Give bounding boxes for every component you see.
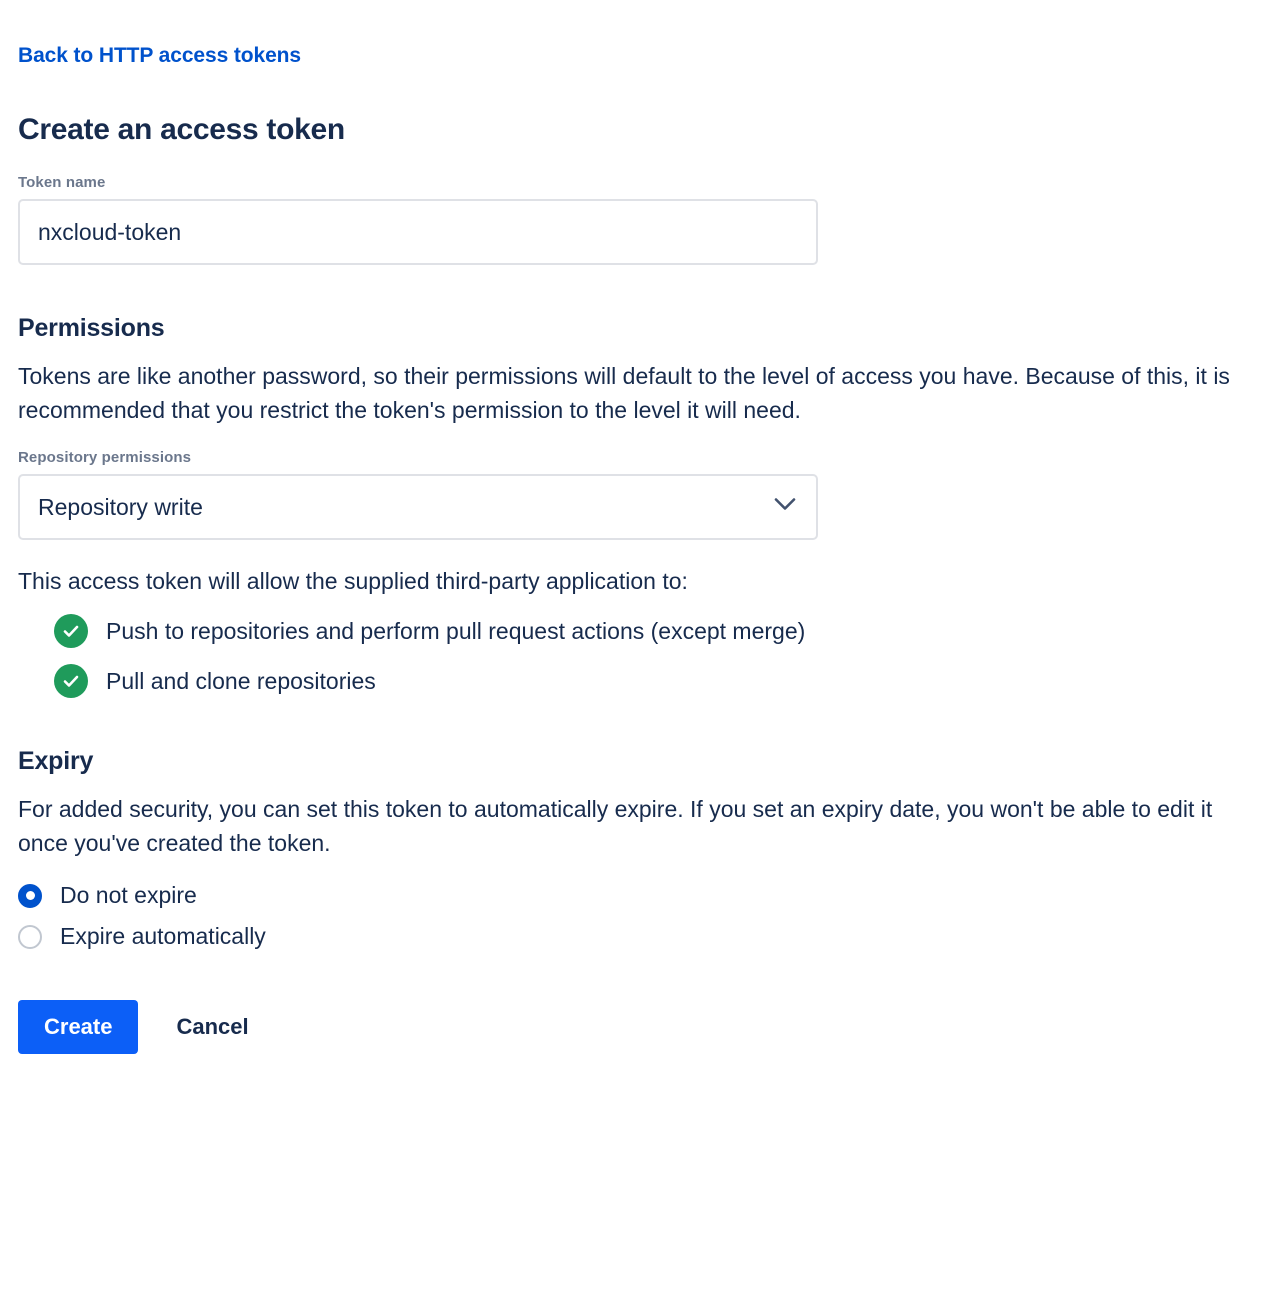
radio-label: Do not expire [60, 882, 197, 908]
page-title: Create an access token [18, 113, 345, 146]
repository-permissions-selected-value[interactable]: Repository write [18, 474, 818, 540]
permissions-heading: Permissions [18, 314, 165, 342]
radio-button-icon-selected[interactable] [18, 884, 42, 908]
token-name-label: Token name [18, 174, 106, 191]
radio-button-icon[interactable] [18, 925, 42, 949]
allow-intro-text: This access token will allow the supplied third-party application to: [18, 568, 688, 594]
permissions-description: Tokens are like another password, so their permissions will default to the level of access you have. Because of this, it is recommended that you restrict the token's permission to the level it will need. [18, 363, 1230, 423]
list-item [54, 664, 1256, 698]
repository-permissions-label: Repository permissions [18, 449, 192, 466]
radio-expire-automatically[interactable] [18, 923, 1256, 950]
token-name-field [18, 174, 1256, 265]
allowed-permissions-list [18, 614, 1256, 698]
check-circle-icon [54, 664, 88, 698]
expiry-heading: Expiry [18, 747, 94, 775]
repository-permissions-select[interactable] [18, 474, 818, 540]
expiry-description: For added security, you can set this token to automatically expire. If you set an expiry date, you won't be able to edit it once you've created the token. [18, 796, 1213, 856]
radio-label: Expire automatically [60, 923, 266, 949]
permission-label: Push to repositories and perform pull request actions (except merge) [106, 618, 806, 644]
create-button[interactable]: Create [18, 1000, 138, 1054]
expiry-radio-group [18, 882, 1256, 950]
check-circle-icon [54, 614, 88, 648]
form-actions [18, 1000, 1256, 1084]
cancel-button[interactable]: Cancel [154, 1000, 270, 1054]
list-item [54, 614, 1256, 648]
back-to-http-access-tokens-link[interactable]: Back to HTTP access tokens [18, 44, 301, 67]
repository-permissions-field [18, 449, 1256, 540]
token-name-input[interactable] [18, 199, 818, 265]
radio-do-not-expire[interactable] [18, 882, 1256, 909]
permission-label: Pull and clone repositories [106, 668, 376, 694]
